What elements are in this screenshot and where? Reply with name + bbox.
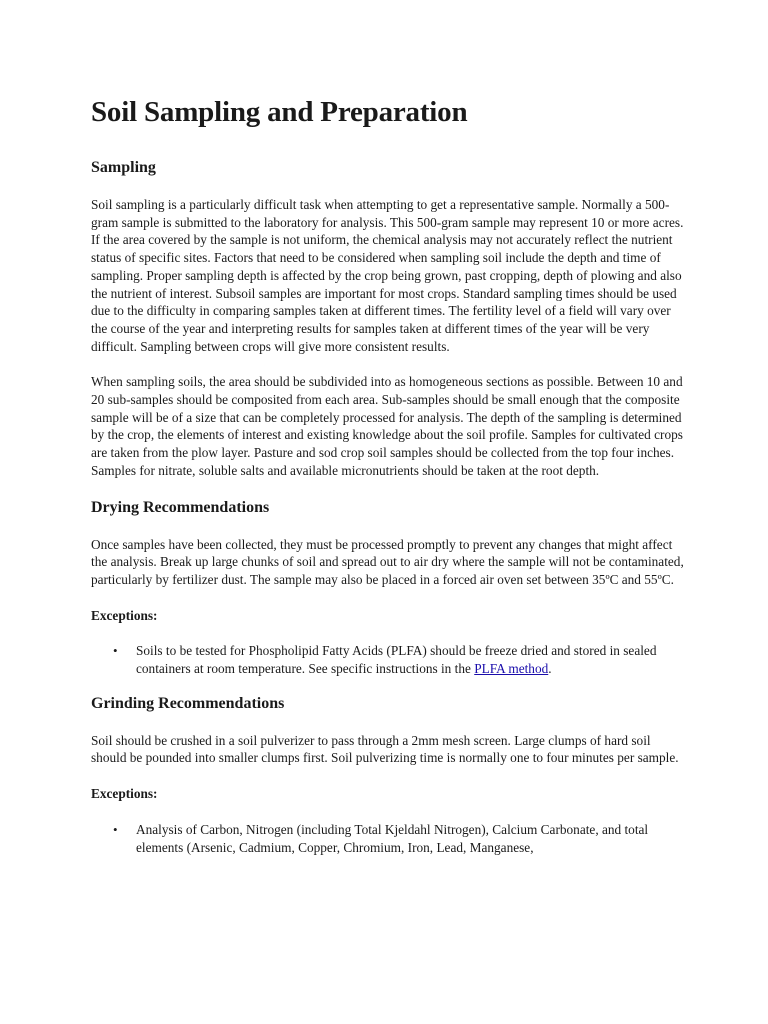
bullet-icon: • xyxy=(113,643,118,659)
page-title: Soil Sampling and Preparation xyxy=(91,96,468,128)
drying-exception-text: Soils to be tested for Phospholipid Fatty Acids (PLFA) should be freeze dried and stored in sealed containers at room temperature. See specific instructions in the xyxy=(136,643,657,677)
sampling-heading: Sampling xyxy=(91,159,156,176)
drying-heading: Drying Recommendations xyxy=(91,498,270,516)
grinding-exception-text: Analysis of Carbon, Nitrogen (including Total Kjeldahl Nitrogen), Calcium Carbonate, and total elements (Arsenic, Cadmium, Copper, Chromium, Iron, Lead, Manganese, xyxy=(136,821,649,855)
drying-exceptions-list xyxy=(91,642,686,677)
list-item xyxy=(91,642,686,677)
grinding-paragraph: Soil should be crushed in a soil pulverizer to pass through a 2mm mesh screen. Large clumps of hard soil should be pounded into smaller clumps first. Soil pulverizing time is normally one to four minutes per sample. xyxy=(91,732,679,766)
bullet-icon: • xyxy=(113,821,118,837)
drying-paragraph: Once samples have been collected, they must be processed promptly to prevent any changes that might affect the analysis. Break up large chunks of soil and spread out to air dry where the sample will not be contaminated, particularly by fertilizer dust. The sample may also be placed in a forced air oven set between 35ºC and 55ºC. xyxy=(91,536,684,587)
drying-exception-period: . xyxy=(548,661,552,677)
sampling-paragraph-1: Soil sampling is a particularly difficult task when attempting to get a representative sample. Normally a 500-gram sample is submitted to the laboratory for analysis. This 500-gram sample may represent 10 or more acres. If the area covered by the sample is not uniform, the chemical analysis may not accurately reflect the nutrient status of specific sites. Factors that need to be considered when sampling soil include the depth and time of sampling. Proper sampling depth is affected by the crop being grown, past cropping, depth of plowing and also the nutrient of interest. Subsoil samples are important for most crops. Standard sampling times should be used due to the difficulty in comparing samples taken at different times. The fertility level of a field will vary over the course of the year and interpreting results for samples taken at different times of the year will be very difficult. Sampling between crops will give more consistent results. xyxy=(91,197,684,354)
sampling-paragraph-2: When sampling soils, the area should be subdivided into as homogeneous sections as possible. Between 10 and 20 sub-samples should be composited from each area. Sub-samples should be small enough that the composite sample will be of a size that can be completely processed for analysis. The depth of the sampling is determined by the crop, the elements of interest and existing knowledge about the soil profile. Samples for cultivated crops are taken from the plow layer. Pasture and sod crop soil samples should be collected from the top four inches. Samples for nitrate, soluble salts and available micronutrients should be taken at the root depth. xyxy=(91,374,683,478)
list-item xyxy=(91,821,686,856)
grinding-exceptions-list xyxy=(91,821,686,856)
grinding-heading: Grinding Recommendations xyxy=(91,694,285,712)
plfa-method-link[interactable]: PLFA method xyxy=(474,661,549,677)
grinding-exceptions-label: Exceptions: xyxy=(91,786,158,802)
drying-exceptions-label: Exceptions: xyxy=(91,607,158,623)
